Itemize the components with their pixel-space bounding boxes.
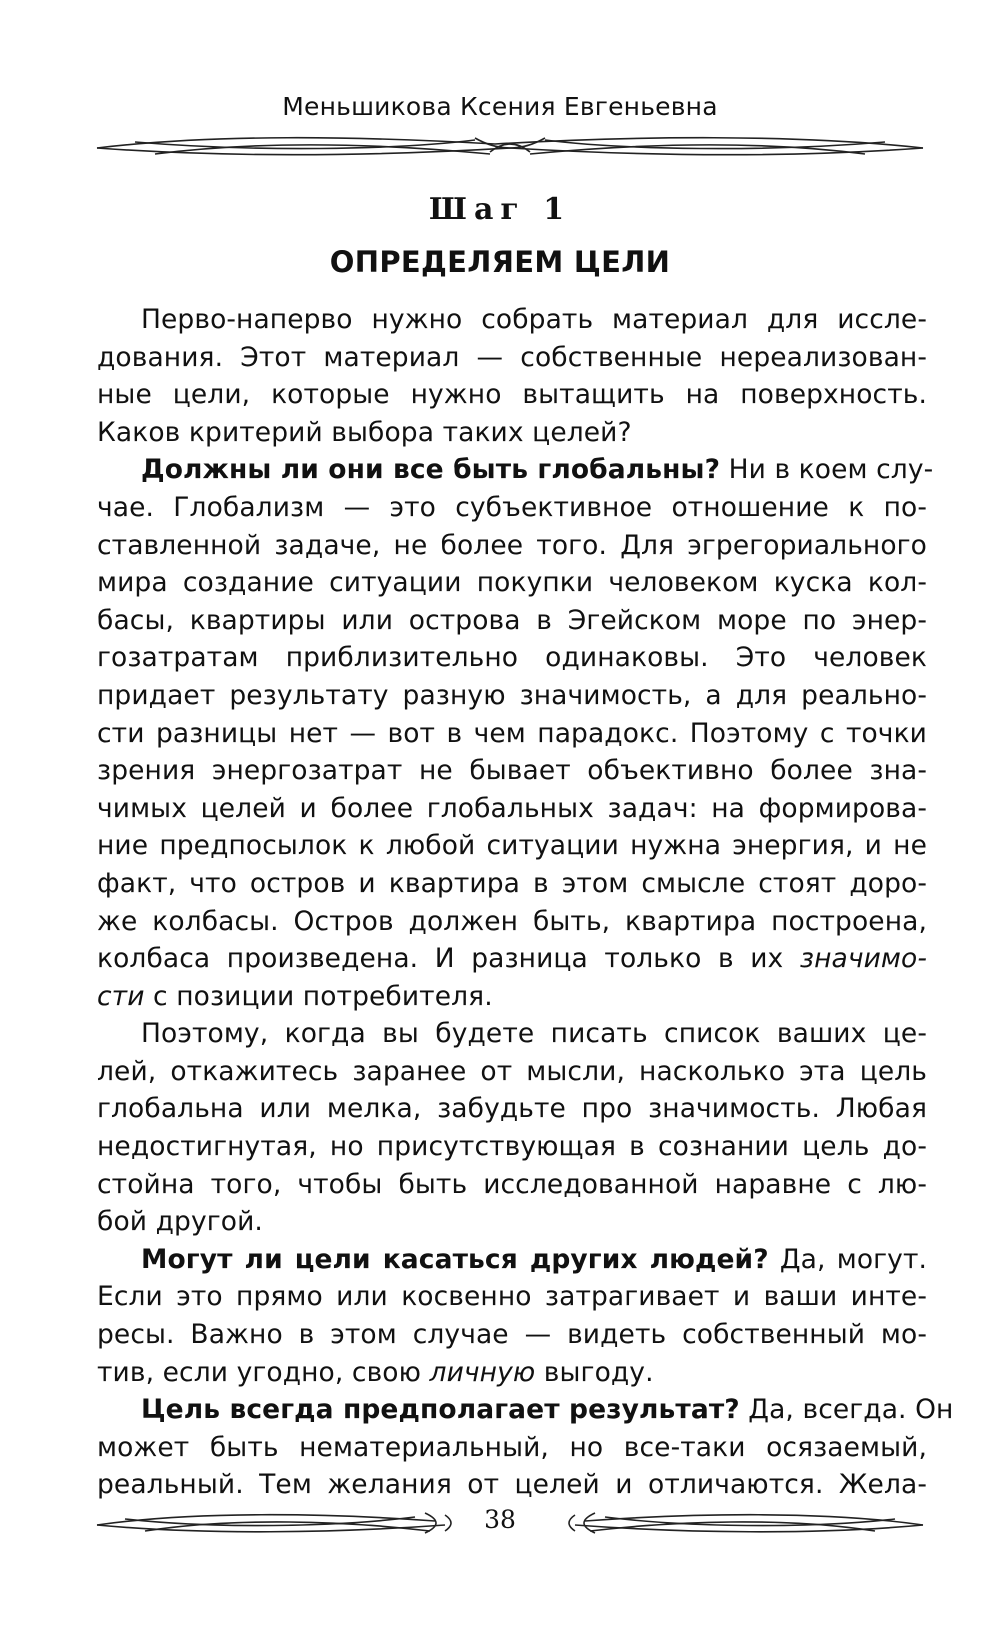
body-line: мира создание ситуации покупки человеком куска кол-: [97, 567, 927, 599]
emphasis-italic: сти: [97, 980, 145, 1012]
step-heading: Шаг 1: [428, 192, 572, 227]
page-number: 38: [484, 1505, 516, 1534]
body-line: Если это прямо или косвенно затрагивает и ваши инте-: [97, 1281, 927, 1313]
chapter-title: ОПРЕДЕЛЯЕМ ЦЕЛИ: [329, 245, 671, 279]
body-line-text: выгоду.: [535, 1356, 654, 1388]
body-line: [97, 1354, 927, 1392]
question-bold: Должны ли они все быть глобальны?: [141, 454, 721, 486]
question-bold: Могут ли цели касаться других людей?: [141, 1243, 769, 1275]
body-line: бой другой.: [97, 1206, 263, 1238]
body-line: может быть нематериальный, но все-таки осязаемый,: [97, 1431, 927, 1463]
body-line: стойна того, чтобы быть исследованной наравне с лю-: [97, 1168, 927, 1200]
body-line: [97, 940, 927, 978]
body-line: гозатратам приблизительно одинаковы. Это человек: [97, 642, 927, 674]
running-head: Меньшикова Ксения Евгеньевна: [282, 92, 718, 121]
body-line: Каков критерий выбора таких целей?: [97, 416, 632, 448]
body-line: зрения энергозатрат не бывает объективно более зна-: [97, 755, 927, 787]
body-line: дования. Этот материал — собственные нереализован-: [97, 341, 927, 373]
body-line: ные цели, которые нужно вытащить на поверхность.: [97, 379, 927, 411]
body-line-text: колбаса произведена. И разница только в их: [97, 943, 800, 975]
body-line-text: Да, могут.: [768, 1243, 928, 1275]
ornament-footer-right: [555, 1505, 925, 1541]
body-line: [97, 1391, 954, 1429]
body-line: басы, квартиры или острова в Эгейском море по энер-: [97, 604, 927, 636]
ornament-divider-top: [95, 128, 925, 164]
body-line-text: с позиции потребителя.: [144, 980, 493, 1012]
body-line: же колбасы. Остров должен быть, квартира построена,: [97, 905, 927, 937]
body-line-text: Ни в коем слу-: [720, 454, 934, 486]
body-line: придает результату разную значимость, а для реально-: [97, 679, 927, 711]
body-line: [97, 1241, 927, 1279]
body-line: чае. Глобализм — это субъективное отношение к по-: [97, 491, 927, 523]
body-line-text: тив, если угодно, свою: [97, 1356, 430, 1388]
body-line: ресы. Важно в этом случае — видеть собственный мо-: [97, 1319, 927, 1351]
body-line: Перво-наперво нужно собрать материал для иссле-: [141, 304, 927, 335]
body-line: факт, что остров и квартира в этом смысле стоят доро-: [97, 867, 927, 899]
emphasis-italic: личную: [429, 1356, 536, 1388]
body-line: реальный. Тем желания от целей и отличаются. Жела-: [97, 1469, 927, 1501]
body-line: ставленной задаче, не более того. Для эгрегориального: [97, 529, 927, 561]
body-line: [97, 451, 934, 489]
body-line: [97, 978, 927, 1016]
body-line: лей, откажитесь заранее от мысли, насколько эта цель: [97, 1055, 927, 1087]
body-line: Поэтому, когда вы будете писать список ваших це-: [141, 1018, 927, 1050]
body-line: сти разницы нет — вот в чем парадокс. Поэтому с точки: [97, 717, 927, 749]
body-line: глобальна или мелка, забудьте про значимость. Любая: [97, 1093, 927, 1125]
body-line: ние предпосылок к любой ситуации нужна энергия, и не: [97, 830, 927, 862]
emphasis-italic: значимо-: [799, 943, 927, 975]
body-text: [97, 301, 954, 1504]
body-line: недостигнутая, но присутствующая в сознании цель до-: [97, 1131, 927, 1163]
body-line: чимых целей и более глобальных задач: на формирова-: [97, 792, 927, 824]
body-line-text: Да, всегда. Он: [739, 1394, 954, 1426]
question-bold: Цель всегда предполагает результат?: [141, 1394, 740, 1426]
